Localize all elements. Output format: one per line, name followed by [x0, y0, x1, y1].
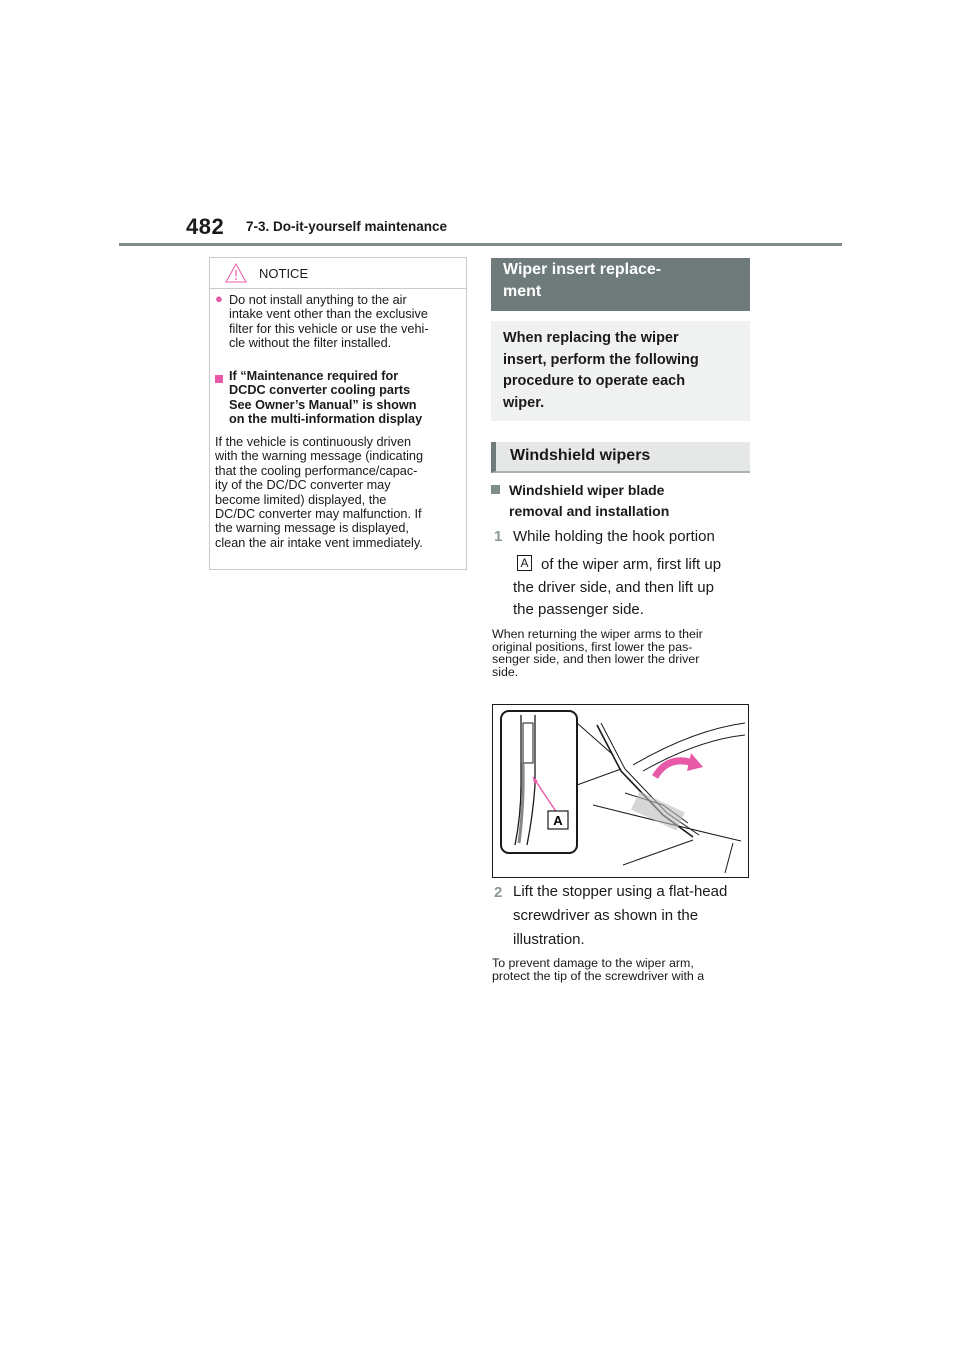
section-title: 7-3. Do-it-yourself maintenance [246, 219, 448, 234]
callout-a-icon: A [517, 554, 532, 572]
step-2-number: 2 [494, 884, 503, 901]
intro-box: When replacing the wiper insert, perform the following procedure to operate each wiper. [491, 321, 750, 421]
notice-box [209, 257, 467, 570]
note-protect-screwdriver: To prevent damage to the wiper arm, protect the tip of the screwdriver with a [492, 956, 705, 983]
step-1-line-1: While holding the hook portion [513, 528, 715, 545]
step-1-number: 1 [494, 528, 503, 545]
heading-wiper-insert-replacement: Wiper insert replace- ment [491, 258, 750, 311]
notice-header [210, 258, 466, 289]
square-bullet-icon [491, 485, 500, 494]
bullet-square-icon [215, 372, 223, 386]
note-returning-arms: When returning the wiper arms to their original positions, first lower the pas- senger side, and then lower the driver side. [492, 627, 703, 679]
step-2-text: Lift the stopper using a flat-head screwdriver as shown in the illustration. [513, 883, 728, 948]
header-divider [119, 243, 842, 246]
step-1-line-2: of the wiper arm, first lift up [541, 556, 722, 573]
heading-windshield-wipers: Windshield wipers [491, 442, 750, 473]
wiper-arm-drawing [493, 705, 748, 877]
notice-label: NOTICE [259, 266, 309, 281]
notice-bullet-text: Do not install anything to the air intake vent other than the exclusive filter for this vehicle or use the vehi- cle without the filter installed. [229, 293, 429, 351]
bullet-circle-icon: ● [215, 291, 223, 306]
wiper-illustration [492, 704, 749, 878]
step-1-line-3: the driver side, and then lift up [513, 579, 714, 596]
page-number: 482 [186, 214, 225, 239]
notice-subheading: If “Maintenance required for DCDC converter cooling parts See Owner’s Manual” is shown on the multi-information display [229, 369, 423, 427]
subheading-text: Windshield wiper blade removal and installation [509, 482, 670, 519]
notice-body: If the vehicle is continuously driven with the warning message (indicating that the cooling performance/capac- ity of the DC/DC converter may become limited) displayed, the DC/DC converter may malfunction. If the warning message is displayed, clean the air intake vent immediately. [215, 435, 424, 550]
step-1-line-4: the passenger side. [513, 601, 644, 618]
subheading-blade-removal [491, 481, 506, 499]
warning-triangle-icon [225, 263, 247, 283]
figure-callout-a: A [553, 813, 563, 828]
